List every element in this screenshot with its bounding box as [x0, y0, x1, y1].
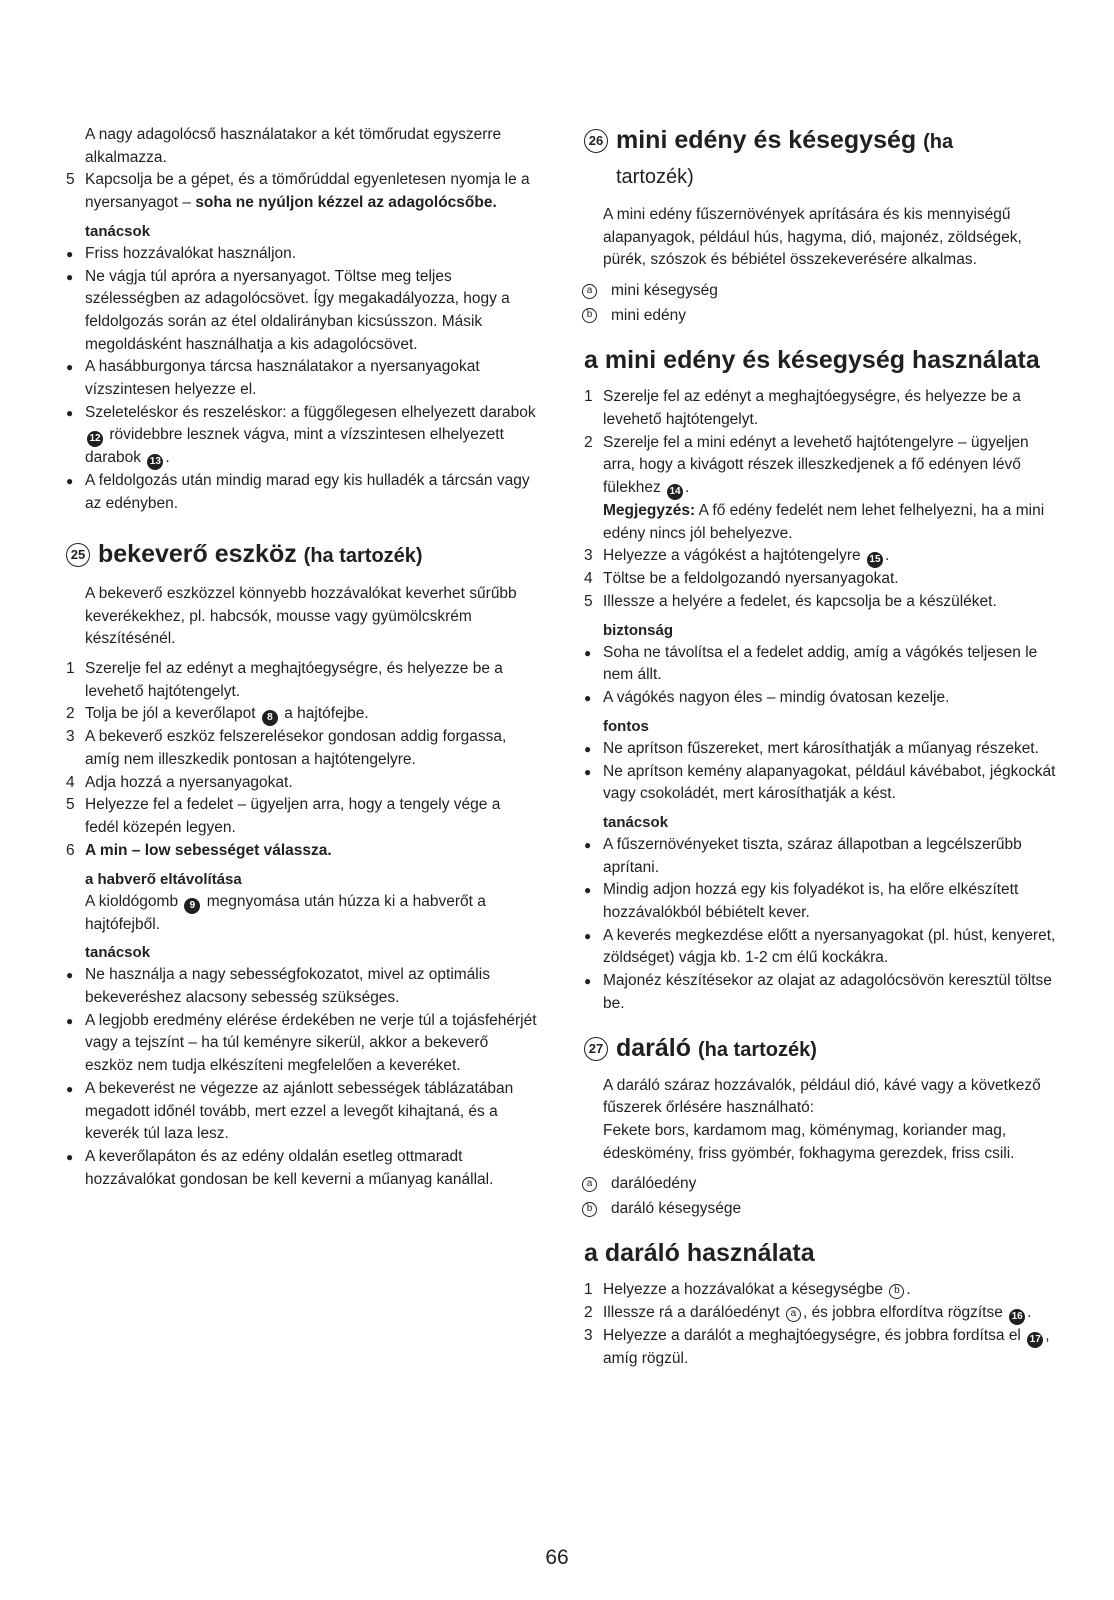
part-label: a darálóedény: [584, 1172, 1056, 1197]
step-5: 5 Kapcsolja be a gépet, és a tömőrúddal egyenletesen nyomja le a nyersanyagot – soha ne nyúljon kézzel az adagolócsőbe.: [66, 171, 530, 212]
important-heading: fontos: [603, 717, 649, 735]
bullet-icon: ●: [66, 246, 74, 261]
part-letter-icon: b: [889, 1284, 904, 1299]
part-letter-icon: b: [582, 1202, 597, 1217]
bullet-icon: ●: [584, 741, 592, 756]
step-item: 1 Szerelje fel az edényt a meghajtóegységre, és helyezze be a levehető hajtótengelyt.: [584, 388, 1021, 428]
list-item: ● Friss hozzávalókat használjon.: [66, 243, 538, 266]
list-item: ● A fűszernövényeket tiszta, száraz állapotban a legcélszerűbb aprítani.: [584, 835, 1022, 876]
part-letter-icon: a: [582, 1177, 597, 1192]
section-heading-mini-bowl: 26 mini edény és késegység (ha: [584, 124, 1056, 159]
reference-badge-icon: 9: [184, 898, 200, 914]
subheading-remove-whisk: a habverő eltávolítása: [85, 870, 242, 888]
tips-heading: tanácsok: [85, 222, 151, 240]
section-heading-grinder-use: a daráló használata: [584, 1239, 815, 1268]
page-number: 66: [545, 1546, 569, 1569]
bullet-icon: ●: [584, 974, 592, 989]
bullet-icon: ●: [584, 764, 592, 779]
bullet-icon: ●: [66, 474, 74, 489]
bullet-icon: ●: [66, 1013, 74, 1028]
bullet-icon: ●: [66, 1081, 74, 1096]
list-item: ● Soha ne távolítsa el a fedelet addig, amíg a vágókés teljesen le nem állt.: [584, 643, 1038, 684]
list-item: ● Ne aprítson fűszereket, mert károsíthatják a műanyag részeket.: [584, 738, 1056, 761]
reference-badge-icon: 13: [147, 454, 163, 470]
step-item: 3 Helyezze a darálót a meghajtóegységre, és jobbra fordítsa el 17 , amíg rögzül.: [584, 1327, 1050, 1368]
reference-badge-icon: 15: [867, 552, 883, 568]
part-label: b mini edény: [584, 304, 1056, 329]
list-item: ● A hasábburgonya tárcsa használatakor a nyersanyagokat vízszintesen helyezze el.: [66, 358, 480, 399]
bullet-icon: ●: [66, 405, 74, 420]
list-item: ● Ne használja a nagy sebességfokozatot, mivel az optimális bekeveréshez alacsony sebesség szükséges.: [66, 966, 490, 1006]
list-item: ● Szeleteléskor és reszeléskor: a függőlegesen elhelyezett darabok 12 rövidebbre lesznek vágva, mint a vízszintesen elhelyezett darabok 13 .: [66, 402, 538, 471]
reference-badge-icon: 12: [87, 431, 103, 447]
list-item: ● A feldolgozás után mindig marad egy kis hulladék a tárcsán vagy az edényben.: [66, 472, 530, 513]
section-intro: A daráló száraz hozzávalók, például dió, kávé vagy a következő fűszerek őrlésére használható:: [603, 1076, 1041, 1117]
safety-heading: biztonság: [603, 621, 673, 639]
spice-list: Fekete bors, kardamom mag, köménymag, koriander mag, édeskömény, friss gyömbér, fokhagyma gerezdek, friss csili.: [603, 1121, 1015, 1162]
list-item: ● Majonéz készítésekor az olajat az adagolócsövön keresztül töltse be.: [584, 972, 1052, 1012]
reference-badge-icon: 14: [667, 484, 683, 500]
tips-heading: tanácsok: [85, 944, 151, 962]
section-intro: A mini edény fűszernövények aprítására és kis mennyiségű alapanyagok, például hús, hagyma, dió, majonéz, zöldségek, pürék, szószok és bébiétel összekeverésére alkalmas.: [603, 206, 1022, 269]
step-item: 3 A bekeverő eszköz felszerelésekor gondosan addig forgassa, amíg nem illeszkedik pontosan a hajtótengelyre.: [66, 728, 507, 769]
list-item: ● A keverőlapáton és az edény oldalán esetleg ottmaradt hozzávalókat gondosan be kell keverni a műanyag kanállal.: [66, 1147, 494, 1188]
part-letter-icon: a: [582, 284, 597, 299]
bullet-icon: ●: [66, 968, 74, 983]
part-letter-icon: a: [786, 1307, 801, 1322]
step-item: 1 Helyezze a hozzávalókat a késegységbe b .: [584, 1281, 911, 1299]
tips-heading: tanácsok: [603, 813, 669, 831]
reference-badge-icon: 16: [1009, 1309, 1025, 1325]
section-number-icon: 25: [66, 543, 90, 567]
step-item: 4 Adja hozzá a nyersanyagokat.: [66, 773, 293, 791]
bullet-icon: ●: [584, 645, 592, 660]
list-item: ● A keverés megkezdése előtt a nyersanyagokat (pl. húst, kenyeret, zöldséget) vágja kb. 1-2 cm élű kockákra.: [584, 926, 1056, 967]
step-item: 3 Helyezze a vágókést a hajtótengelyre 15 .: [584, 545, 1056, 568]
section-heading-grinder: 27 daráló (ha tartozék): [584, 1032, 1056, 1067]
list-item: ● Mindig adjon hozzá egy kis folyadékot is, ha előre elkészített hozzávalókból bébiételt kever.: [584, 881, 1019, 922]
list-item: ● Ne aprítson kemény alapanyagokat, például kávébabot, jégkockát vagy csokoládét, mert károsíthatják a kést.: [584, 762, 1056, 803]
part-letter-icon: b: [582, 308, 597, 323]
bullet-icon: ●: [66, 269, 74, 284]
intro-text: A nagy adagolócső használatakor a két tömőrudat egyszerre alkalmazza.: [85, 126, 502, 166]
section-heading-blender: 25 bekeverő eszköz (ha tartozék): [66, 538, 538, 573]
step-item: 5 Helyezze fel a fedelet – ügyeljen arra, hogy a tengely vége a fedél közepén legyen.: [66, 796, 501, 837]
section-heading-continuation: tartozék): [616, 166, 694, 188]
bullet-icon: ●: [66, 1149, 74, 1164]
note-text: Megjegyzés: A fő edény fedelét nem lehet felhelyezni, ha a mini edény nincs jól behelyezve.: [603, 501, 1045, 542]
step-item: 6 A min – low sebességet válassza.: [66, 841, 332, 859]
part-label: a mini késegység: [584, 279, 1056, 304]
step-item: 2 Tolja be jól a keverőlapot 8 a hajtófejbe.: [66, 703, 538, 726]
bullet-icon: ●: [584, 883, 592, 898]
bullet-icon: ●: [584, 837, 592, 852]
step-item: 4 Töltse be a feldolgozandó nyersanyagokat.: [584, 570, 899, 588]
list-item: ● Ne vágja túl apróra a nyersanyagot. Töltse meg teljes szélességben az adagolócsövet. Így megakadályozza, hogy a feldolgozás során az étel oldalirányban kicsússzon. Másik megoldásként használhatja a kis adagolócsövet.: [66, 267, 510, 353]
left-column: [66, 124, 538, 1191]
reference-badge-icon: 8: [262, 710, 278, 726]
bullet-icon: ●: [584, 691, 592, 706]
part-label: b daráló késegysége: [584, 1197, 1056, 1222]
section-heading-mini-bowl-use: a mini edény és késegység használata: [584, 346, 1040, 375]
section-number-icon: 27: [584, 1037, 608, 1061]
step-item: 1 Szerelje fel az edényt a meghajtóegységre, és helyezze be a levehető hajtótengelyt.: [66, 659, 503, 700]
step-item: 2 Illessze rá a darálóedényt a , és jobbra elfordítva rögzítse 16 .: [584, 1302, 1056, 1325]
section-intro: A bekeverő eszközzel könnyebb hozzávalókat keverhet sűrűbb keverékekhez, pl. habcsók, mousse vagy gyümölcskrém készítésénél.: [85, 584, 517, 648]
bullet-icon: ●: [584, 928, 592, 943]
step-item: 2 Szerelje fel a mini edényt a levehető hajtótengelyre – ügyeljen arra, hogy a kivágott részek illeszkedjenek a fő edényen lévő fülekhez 14 .: [584, 432, 1056, 500]
list-item: ● A legjobb eredmény elérése érdekében ne verje túl a tojásfehérjét vagy a tejszínt – ha túl keményre sikerül, akkor a bekeverő eszköz nem tudja elkészíteni megfelelően a keveréket.: [66, 1011, 537, 1075]
reference-badge-icon: 17: [1027, 1332, 1043, 1348]
bullet-icon: ●: [66, 360, 74, 375]
warning-bold: soha ne nyúljon kézzel az adagolócsőbe.: [195, 194, 497, 212]
right-column: [584, 124, 1056, 1371]
section-number-icon: 26: [584, 129, 608, 153]
list-item: ● A vágókés nagyon éles – mindig óvatosan kezelje.: [584, 687, 1056, 710]
list-item: ● A bekeverést ne végezze az ajánlott sebességek táblázatában megadott időnél tovább, mert ezzel a levegőt kihajtaná, és a keverék túl laza lesz.: [66, 1079, 514, 1143]
step-item: 5 Illessze a helyére a fedelet, és kapcsolja be a készüléket.: [584, 593, 997, 611]
remove-instructions: A kioldógomb 9 megnyomása után húzza ki a habverőt a hajtófejből.: [85, 892, 486, 933]
